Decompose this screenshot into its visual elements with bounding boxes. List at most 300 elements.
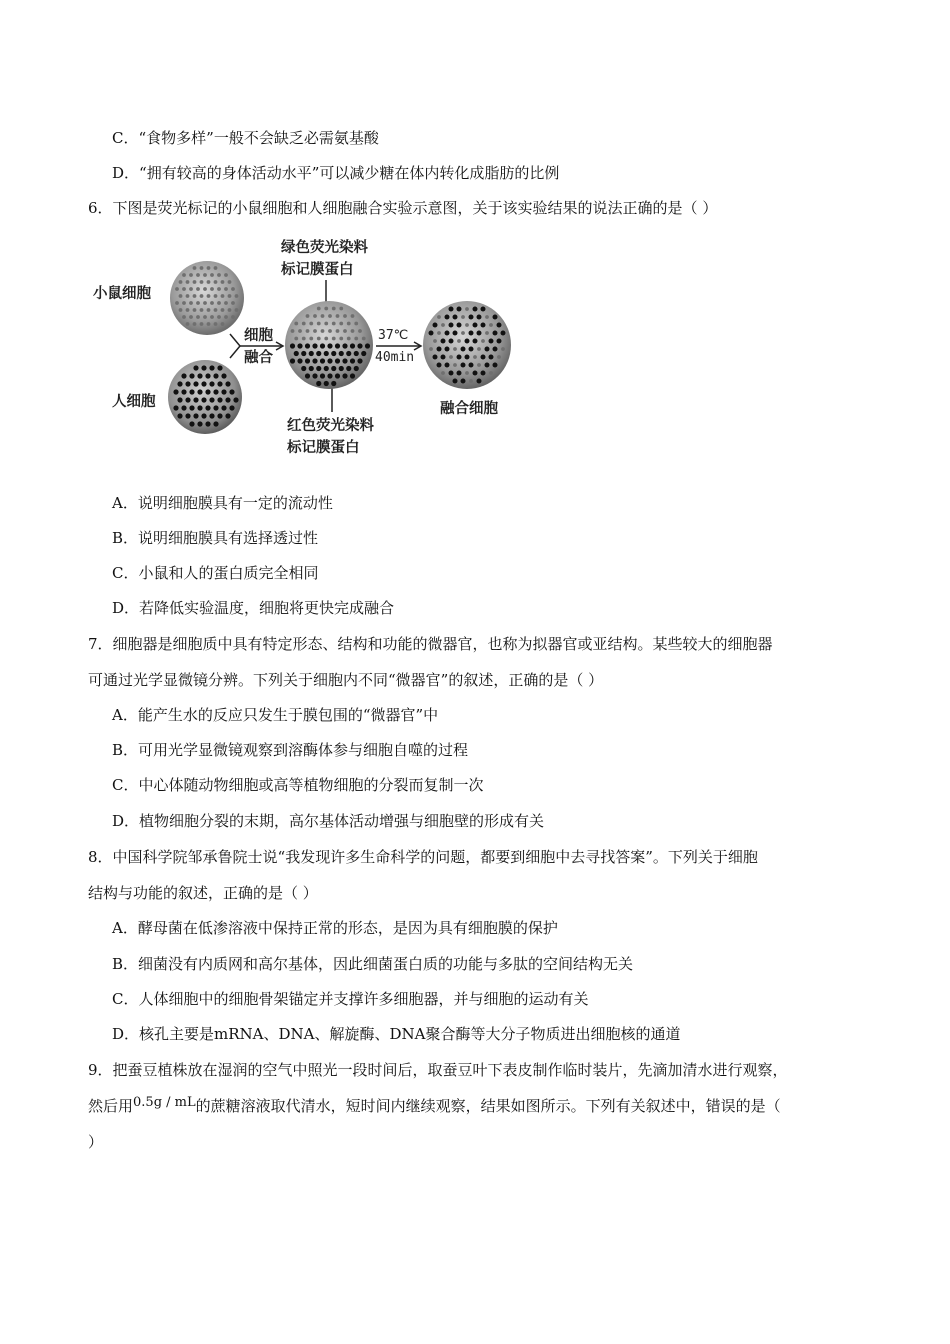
membrane-protein-dot [433,355,438,360]
q9-stem-line2 [88,1096,781,1118]
q9-stem-line3: ） [88,1133,104,1151]
human-cell [168,360,242,434]
q9-stem-line1: 9．把蚕豆植株放在湿润的空气中照光一段时间后，取蚕豆叶下表皮制作临时装片，先滴加清水进行观察， [88,1061,788,1079]
membrane-protein-dot [213,421,218,426]
membrane-protein-dot [327,373,332,378]
membrane-protein-dot [200,266,204,270]
q5-option-c: C．“食物多样”一般不会缺乏必需氨基酸 [112,129,379,147]
membrane-protein-dot [332,307,336,311]
cell-fusion-diagram [88,230,548,466]
membrane-protein-dot [339,366,344,371]
membrane-protein-dot [175,287,179,291]
membrane-protein-dot [294,337,298,341]
membrane-protein-dot [182,315,186,319]
q7-option-d: D．植物细胞分裂的末期，高尔基体活动增强与细胞壁的形成有关 [112,812,545,830]
membrane-protein-dot [465,355,470,360]
q7-stem-line1: 7．细胞器是细胞质中具有特定形态、结构和功能的微器官，也称为拟器官或亚结构。某些较大的细胞器 [88,635,773,653]
membrane-protein-dot [489,339,494,344]
red-label-line2: 标记膜蛋白 [287,440,360,456]
membrane-protein-dot [309,337,313,341]
membrane-protein-dot [481,371,486,376]
q8-option-d: D．核孔主要是mRNA、DNA、解旋酶、DNA聚合酶等大分子物质进出细胞核的通道 [112,1025,681,1043]
membrane-protein-dot [313,314,317,318]
q8-option-c: C．人体细胞中的细胞骨架锚定并支撑许多细胞器，并与细胞的运动有关 [112,990,589,1008]
membrane-protein-dot [217,381,222,386]
membrane-protein-dot [328,314,332,318]
q7-option-c: C．中心体随动物细胞或高等植物细胞的分裂而复制一次 [112,776,484,794]
membrane-protein-dot [354,322,358,326]
membrane-protein-dot [221,389,226,394]
membrane-protein-dot [290,358,295,363]
membrane-protein-dot [306,329,310,333]
membrane-protein-dot [449,323,454,328]
membrane-protein-dot [324,307,328,311]
membrane-protein-dot [481,355,486,360]
membrane-protein-dot [181,389,186,394]
membrane-protein-dot [324,337,328,341]
membrane-protein-dot [193,381,198,386]
membrane-protein-dot [332,322,336,326]
membrane-protein-dot [350,343,355,348]
membrane-protein-dot [320,358,325,363]
condition-time: 40min [375,350,415,365]
membrane-protein-dot [179,280,183,284]
membrane-protein-dot [214,308,218,312]
membrane-protein-dot [214,322,218,326]
membrane-protein-dot [185,413,190,418]
membrane-protein-dot [489,355,494,360]
membrane-protein-dot [324,322,328,326]
membrane-protein-dot [181,373,186,378]
membrane-protein-dot [186,294,190,298]
membrane-protein-dot [228,308,232,312]
membrane-protein-dot [225,413,230,418]
membrane-protein-dot [339,337,343,341]
membrane-protein-dot [493,331,498,336]
membrane-protein-dot [224,287,228,291]
membrane-protein-dot [453,379,458,384]
membrane-protein-dot [305,343,310,348]
membrane-protein-dot [305,358,310,363]
q6-option-c: C．小鼠和人的蛋白质完全相同 [112,564,319,582]
membrane-protein-dot [297,343,302,348]
membrane-protein-dot [469,315,474,320]
membrane-protein-dot [469,379,473,383]
fused-cell [423,301,511,389]
mouse-cell [170,261,244,335]
membrane-protein-dot [469,347,474,352]
membrane-protein-dot [185,381,190,386]
membrane-protein-dot [354,366,359,371]
q6-option-b: B．说明细胞膜具有选择透过性 [112,529,319,547]
membrane-protein-dot [217,397,222,402]
membrane-protein-dot [445,347,450,352]
membrane-protein-dot [201,397,206,402]
membrane-protein-dot [193,280,197,284]
membrane-protein-dot [346,351,351,356]
membrane-protein-dot [200,308,204,312]
membrane-protein-dot [469,363,474,368]
membrane-protein-dot [339,322,343,326]
membrane-protein-dot [217,301,221,305]
membrane-protein-dot [481,323,486,328]
membrane-protein-dot [181,405,186,410]
membrane-protein-dot [477,347,481,351]
membrane-protein-dot [320,373,325,378]
membrane-protein-dot [177,413,182,418]
membrane-protein-dot [175,301,179,305]
membrane-protein-dot [336,314,340,318]
membrane-protein-dot [445,363,450,368]
fusion-step-line1: 细胞 [244,328,273,344]
membrane-protein-dot [331,351,336,356]
membrane-protein-dot [201,365,206,370]
membrane-protein-dot [489,371,493,375]
membrane-protein-dot [294,322,298,326]
membrane-protein-dot [205,373,210,378]
membrane-protein-dot [214,294,218,298]
membrane-protein-dot [493,363,498,368]
membrane-protein-dot [235,294,239,298]
membrane-protein-dot [309,351,314,356]
membrane-protein-dot [298,329,302,333]
membrane-protein-dot [189,389,194,394]
fused-cell-label: 融合细胞 [440,401,498,417]
membrane-protein-dot [221,280,225,284]
membrane-protein-dot [196,301,200,305]
q6-option-a: A．说明细胞膜具有一定的流动性 [112,494,333,512]
membrane-protein-dot [193,308,197,312]
membrane-protein-dot [196,315,200,319]
membrane-protein-dot [358,329,362,333]
membrane-protein-dot [205,421,210,426]
membrane-protein-dot [189,421,194,426]
membrane-protein-dot [312,358,317,363]
membrane-protein-dot [210,287,214,291]
membrane-protein-dot [346,366,351,371]
membrane-protein-dot [229,405,234,410]
membrane-protein-dot [324,366,329,371]
membrane-protein-dot [189,287,193,291]
fusing-cell [285,301,373,389]
membrane-protein-dot [335,358,340,363]
membrane-protein-dot [205,389,210,394]
q8-stem-line1: 8．中国科学院邹承鲁院士说“我发现许多生命科学的问题，都要到细胞中去寻找答案”。下列关于细胞 [88,848,758,866]
q8-option-a: A．酵母菌在低渗溶液中保持正常的形态，是因为具有细胞膜的保护 [112,919,558,937]
membrane-protein-dot [477,315,482,320]
membrane-protein-dot [339,307,343,311]
membrane-protein-dot [224,301,228,305]
membrane-protein-dot [347,322,351,326]
membrane-protein-dot [224,315,228,319]
membrane-protein-dot [193,322,197,326]
membrane-protein-dot [485,363,490,368]
membrane-protein-dot [193,397,198,402]
membrane-protein-dot [189,373,194,378]
membrane-protein-dot [317,322,321,326]
membrane-protein-dot [441,355,446,360]
membrane-protein-dot [477,363,481,367]
membrane-protein-dot [213,389,218,394]
membrane-protein-dot [350,373,355,378]
membrane-protein-dot [473,371,478,376]
membrane-protein-dot [336,329,340,333]
membrane-protein-dot [465,307,469,311]
membrane-protein-dot [327,343,332,348]
membrane-protein-dot [197,389,202,394]
membrane-protein-dot [365,343,370,348]
membrane-protein-dot [177,381,182,386]
membrane-protein-dot [201,381,206,386]
membrane-protein-dot [433,323,438,328]
membrane-protein-dot [457,307,462,312]
membrane-protein-dot [335,343,340,348]
membrane-protein-dot [182,273,186,277]
membrane-protein-dot [290,343,295,348]
membrane-protein-dot [213,405,218,410]
membrane-protein-dot [209,381,214,386]
membrane-protein-dot [217,315,221,319]
membrane-protein-dot [331,366,336,371]
membrane-protein-dot [210,315,214,319]
membrane-protein-dot [449,339,454,344]
membrane-protein-dot [203,287,207,291]
membrane-protein-dot [302,337,306,341]
membrane-protein-dot [317,307,321,311]
q8-stem-line2: 结构与功能的叙述，正确的是（ ） [88,884,318,902]
membrane-protein-dot [485,331,489,335]
membrane-protein-dot [185,397,190,402]
membrane-protein-dot [316,381,321,386]
green-label-line1: 绿色荧光染料 [281,240,368,256]
membrane-protein-dot [449,355,453,359]
membrane-protein-dot [469,331,474,336]
membrane-protein-dot [217,365,222,370]
membrane-protein-dot [473,339,478,344]
membrane-protein-dot [207,280,211,284]
membrane-protein-dot [193,294,197,298]
membrane-protein-dot [321,314,325,318]
membrane-protein-dot [203,301,207,305]
membrane-protein-dot [305,373,310,378]
membrane-protein-dot [321,329,325,333]
membrane-protein-dot [481,339,485,343]
membrane-protein-dot [312,343,317,348]
membrane-protein-dot [186,322,190,326]
membrane-protein-dot [203,315,207,319]
membrane-protein-dot [302,322,306,326]
membrane-protein-dot [343,329,347,333]
membrane-protein-dot [445,315,450,320]
membrane-protein-dot [197,405,202,410]
membrane-protein-dot [489,323,493,327]
membrane-protein-dot [203,273,207,277]
membrane-protein-dot [193,266,197,270]
membrane-protein-dot [200,322,204,326]
membrane-protein-dot [357,358,362,363]
membrane-protein-dot [457,355,462,360]
red-label-line1: 红色荧光染料 [287,418,374,434]
membrane-protein-dot [214,280,218,284]
membrane-protein-dot [210,301,214,305]
membrane-protein-dot [343,314,347,318]
membrane-protein-dot [457,371,462,376]
membrane-protein-dot [179,294,183,298]
membrane-protein-dot [449,371,454,376]
membrane-protein-dot [461,347,466,352]
membrane-protein-dot [209,413,214,418]
membrane-protein-dot [501,347,505,351]
membrane-protein-dot [301,351,306,356]
membrane-protein-dot [231,287,235,291]
membrane-protein-dot [173,405,178,410]
membrane-protein-dot [224,273,228,277]
membrane-protein-dot [221,322,225,326]
membrane-protein-dot [497,339,502,344]
membrane-protein-dot [445,331,450,336]
membrane-protein-dot [320,343,325,348]
membrane-protein-dot [186,280,190,284]
membrane-protein-dot [209,397,214,402]
membrane-protein-dot [437,331,441,335]
membrane-protein-dot [231,315,235,319]
membrane-protein-dot [453,347,457,351]
membrane-protein-dot [301,366,306,371]
membrane-protein-dot [362,337,366,341]
membrane-protein-dot [182,287,186,291]
membrane-protein-dot [461,331,465,335]
membrane-protein-dot [316,366,321,371]
membrane-protein-dot [461,315,465,319]
fusion-step-line2: 融合 [244,350,273,366]
membrane-protein-dot [339,351,344,356]
membrane-protein-dot [200,294,204,298]
membrane-protein-dot [461,363,466,368]
membrane-protein-dot [306,314,310,318]
membrane-protein-dot [347,337,351,341]
membrane-protein-dot [497,323,502,328]
membrane-protein-dot [217,287,221,291]
membrane-protein-dot [193,413,198,418]
membrane-protein-dot [437,347,442,352]
membrane-protein-dot [453,315,458,320]
membrane-protein-dot [354,337,358,341]
membrane-protein-dot [177,397,182,402]
membrane-protein-dot [231,301,235,305]
membrane-protein-dot [221,405,226,410]
membrane-protein-dot [342,343,347,348]
membrane-protein-dot [235,308,239,312]
membrane-protein-dot [294,351,299,356]
q9-stem-line2-before: 然后用 [88,1097,134,1115]
membrane-protein-dot [501,331,506,336]
membrane-protein-dot [437,315,441,319]
membrane-protein-dot [351,314,355,318]
q7-stem-line2: 可通过光学显微镜分辨。下列关于细胞内不同“微器官”的叙述，正确的是（ ） [88,671,604,689]
membrane-protein-dot [189,405,194,410]
membrane-protein-dot [350,358,355,363]
membrane-protein-dot [497,355,501,359]
membrane-protein-dot [217,273,221,277]
membrane-protein-dot [214,266,218,270]
membrane-protein-dot [351,329,355,333]
membrane-protein-dot [493,315,498,320]
membrane-protein-dot [201,413,206,418]
membrane-protein-dot [207,308,211,312]
membrane-protein-dot [225,381,230,386]
membrane-protein-dot [189,315,193,319]
q6-stem: 6．下图是荧光标记的小鼠细胞和人细胞融合实验示意图，关于该实验结果的说法正确的是（ ） [88,199,718,217]
membrane-protein-dot [207,294,211,298]
membrane-protein-dot [332,337,336,341]
mouse-cell-label: 小鼠细胞 [93,286,151,302]
membrane-protein-dot [437,363,442,368]
membrane-protein-dot [186,308,190,312]
membrane-protein-dot [328,329,332,333]
membrane-protein-dot [342,373,347,378]
membrane-protein-dot [205,405,210,410]
membrane-protein-dot [210,273,214,277]
membrane-protein-dot [173,389,178,394]
membrane-protein-dot [313,329,317,333]
membrane-protein-dot [441,323,445,327]
membrane-protein-dot [189,301,193,305]
membrane-protein-dot [433,339,437,343]
membrane-protein-dot [317,337,321,341]
membrane-protein-dot [354,351,359,356]
membrane-protein-dot [182,301,186,305]
q7-option-a: A．能产生水的反应只发生于膜包围的“微器官”中 [112,706,439,724]
membrane-protein-dot [225,397,230,402]
membrane-protein-dot [229,389,234,394]
membrane-protein-dot [197,373,202,378]
membrane-protein-dot [331,381,336,386]
membrane-protein-dot [449,307,454,312]
membrane-protein-dot [221,294,225,298]
q5-option-d: D．“拥有较高的身体活动水平”可以减少糖在体内转化成脂肪的比例 [112,164,560,182]
membrane-protein-dot [441,339,446,344]
membrane-protein-dot [342,358,347,363]
green-label-line2: 标记膜蛋白 [281,262,354,278]
membrane-protein-dot [429,331,434,336]
membrane-protein-dot [473,307,478,312]
membrane-protein-dot [179,308,183,312]
membrane-protein-dot [453,363,457,367]
membrane-protein-dot [197,421,202,426]
membrane-protein-dot [312,373,317,378]
membrane-protein-dot [291,329,295,333]
membrane-protein-dot [457,339,461,343]
membrane-protein-dot [221,373,226,378]
membrane-protein-dot [327,358,332,363]
membrane-protein-dot [465,323,469,327]
membrane-protein-dot [473,323,478,328]
membrane-protein-dot [324,351,329,356]
membrane-protein-dot [481,307,486,312]
membrane-protein-dot [453,331,458,336]
membrane-protein-dot [221,308,225,312]
membrane-protein-dot [357,343,362,348]
membrane-protein-dot [457,323,462,328]
membrane-protein-dot [217,413,222,418]
condition-temp: 37℃ [378,328,409,343]
membrane-protein-dot [309,322,313,326]
membrane-protein-dot [233,397,238,402]
membrane-protein-dot [213,373,218,378]
q9-concentration: 0.5g / mL [133,1095,196,1110]
membrane-protein-dot [465,339,470,344]
membrane-protein-dot [477,331,482,336]
